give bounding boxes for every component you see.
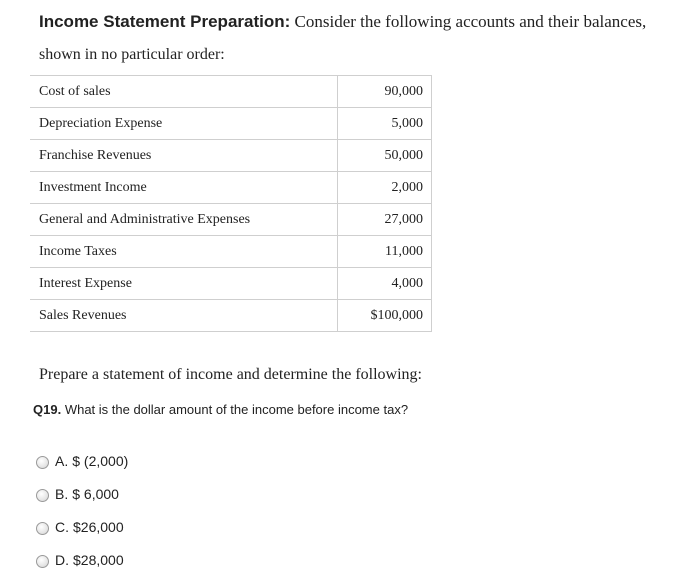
radio-button-icon[interactable] xyxy=(36,456,49,469)
option-text: $26,000 xyxy=(73,518,124,535)
answer-options xyxy=(36,444,128,576)
option-letter: D. xyxy=(55,551,69,568)
account-amount: 27,000 xyxy=(338,204,432,236)
table-row xyxy=(30,300,432,332)
option-d[interactable] xyxy=(36,543,128,576)
account-amount: 11,000 xyxy=(338,236,432,268)
account-name: Investment Income xyxy=(30,172,338,204)
account-name: General and Administrative Expenses xyxy=(30,204,338,236)
question xyxy=(33,402,408,417)
option-a[interactable] xyxy=(36,444,128,477)
option-b[interactable] xyxy=(36,477,128,510)
table-row xyxy=(30,236,432,268)
account-name: Interest Expense xyxy=(30,268,338,300)
table-row xyxy=(30,172,432,204)
account-name: Depreciation Expense xyxy=(30,108,338,140)
option-letter: C. xyxy=(55,518,69,535)
table-row xyxy=(30,108,432,140)
subtitle: shown in no particular order: xyxy=(39,46,225,63)
account-name: Cost of sales xyxy=(30,76,338,108)
radio-button-icon[interactable] xyxy=(36,522,49,535)
account-amount: $100,000 xyxy=(338,300,432,332)
table-row xyxy=(30,204,432,236)
account-amount: 5,000 xyxy=(338,108,432,140)
question-number: Q19. xyxy=(33,402,62,417)
option-letter: A. xyxy=(55,452,69,469)
option-text: $ (2,000) xyxy=(72,452,129,469)
option-text: $ 6,000 xyxy=(72,485,119,502)
table-row xyxy=(30,76,432,108)
option-text: $28,000 xyxy=(73,551,124,568)
question-text: What is the dollar amount of the income before income tax? xyxy=(64,402,409,417)
accounts-table xyxy=(30,75,432,332)
table-row xyxy=(30,140,432,172)
account-name: Sales Revenues xyxy=(30,300,338,332)
option-c[interactable] xyxy=(36,510,128,543)
account-amount: 2,000 xyxy=(338,172,432,204)
page-title xyxy=(39,12,669,32)
title-heading: Income Statement Preparation: xyxy=(39,12,291,31)
account-name: Franchise Revenues xyxy=(30,140,338,172)
account-amount: 50,000 xyxy=(338,140,432,172)
account-amount: 4,000 xyxy=(338,268,432,300)
radio-button-icon[interactable] xyxy=(36,489,49,502)
account-name: Income Taxes xyxy=(30,236,338,268)
table-row xyxy=(30,268,432,300)
option-letter: B. xyxy=(55,485,69,502)
instruction-text: Prepare a statement of income and determine the following: xyxy=(39,366,422,383)
title-description: Consider the following accounts and their balances, xyxy=(294,12,647,31)
account-amount: 90,000 xyxy=(338,76,432,108)
radio-button-icon[interactable] xyxy=(36,555,49,568)
